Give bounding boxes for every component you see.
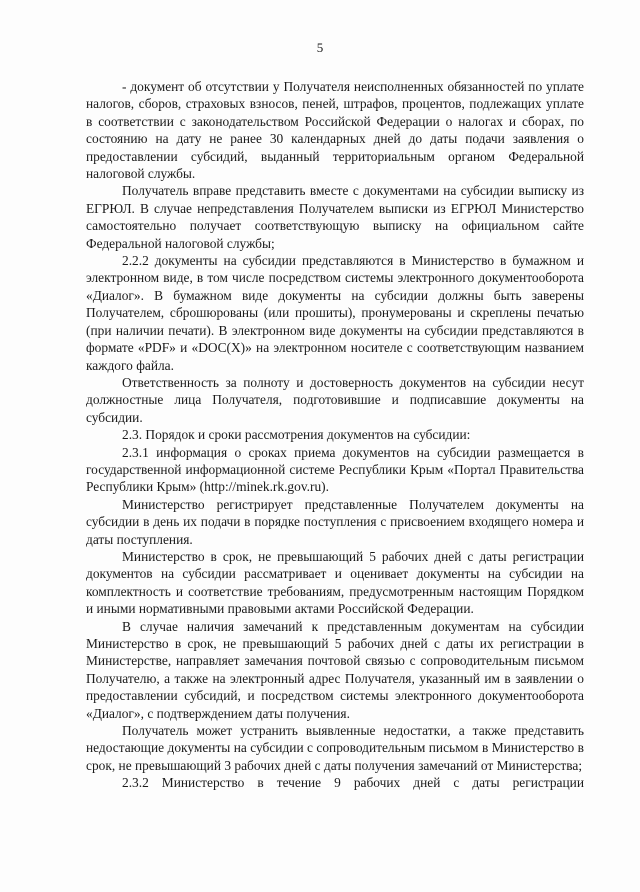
paragraph-tax-debt-document: - документ об отсутствии у Получателя неисполненных обязанностей по уплате налогов, сборов, страховых взносов, пеней, штрафов, процентов, подлежащих уплате в соответствии с законодательством Российской Федерации о налогах и сборах, по состоянию на дату не ранее 30 календарных дней до даты подачи заявления о предоставлении субсидий, выданный территориальным органом Федеральной налоговой службы. xyxy=(86,79,584,182)
paragraph-2-3-2: 2.3.2 Министерство в течение 9 рабочих дней с даты регистрации xyxy=(122,775,584,791)
section-heading-2-3: 2.3. Порядок и сроки рассмотрения документов на субсидии: xyxy=(122,427,471,443)
paragraph-registration: Министерство регистрирует представленные Получателем документы на субсидии в день их подачи в порядке поступления с присвоением входящего номера и даты поступления. xyxy=(86,496,584,547)
paragraph-2-2-2: 2.2.2 документы на субсидии представляются в Министерство в бумажном и электронном виде, в том числе посредством системы электронного документооборота «Диалог». В бумажном виде документы на субсидии должны быть заверены Получателем, сброшюрованы (или прошиты), пронумерованы и скреплены печатью (при наличии печати). В электронном виде документы на субсидии представляются в формате «PDF» и «DOC(X)» на электронном носителе с соответствующим названием каждого файла. xyxy=(86,253,584,373)
paragraph-review-period: Министерство в срок, не превышающий 5 рабочих дней с даты регистрации документов на субсидии рассматривает и оценивает документы на субсидии на комплектность и соответствие требованиям, предусмотренным настоящим Порядком и иными нормативными правовыми актами Российской Федерации. xyxy=(86,548,584,617)
paragraph-egrul-extract: Получатель вправе представить вместе с документами на субсидии выписку из ЕГРЮЛ. В случае непредставления Получателем выписки из ЕГРЮЛ Министерство самостоятельно получает соответствующую выписку на официальном сайте Федеральной налоговой службы; xyxy=(86,183,584,251)
paragraph-2-3-1: 2.3.1 информация о сроках приема документов на субсидии размещается в государственной информационной системе Республики Крым «Портал Правительства Республики Крым» (http://minek.rk.gov.ru). xyxy=(86,444,584,495)
document-body xyxy=(86,78,584,792)
paragraph-remarks: В случае наличия замечаний к представленным документам на субсидии Министерство в срок, не превышающий 5 рабочих дней с даты их регистрации в Министерстве, направляет замечания почтовой связью с сопроводительным письмом Получателю, а также на электронный адрес Получателя, указанный им в заявлении о предоставлении субсидий, и посредством системы электронного документооборота «Диалог», с подтверждением даты получения. xyxy=(86,618,584,721)
paragraph-responsibility: Ответственность за полноту и достоверность документов на субсидии несут должностные лица Получателя, подготовившие и подписавшие документы на субсидии. xyxy=(86,374,584,425)
page-number: 5 xyxy=(316,40,324,55)
paragraph-corrections: Получатель может устранить выявленные недостатки, а также представить недостающие документы на субсидии с сопроводительным письмом в Министерство в срок, не превышающий 3 рабочих дней с даты получения замечаний от Министерства; xyxy=(86,723,584,773)
